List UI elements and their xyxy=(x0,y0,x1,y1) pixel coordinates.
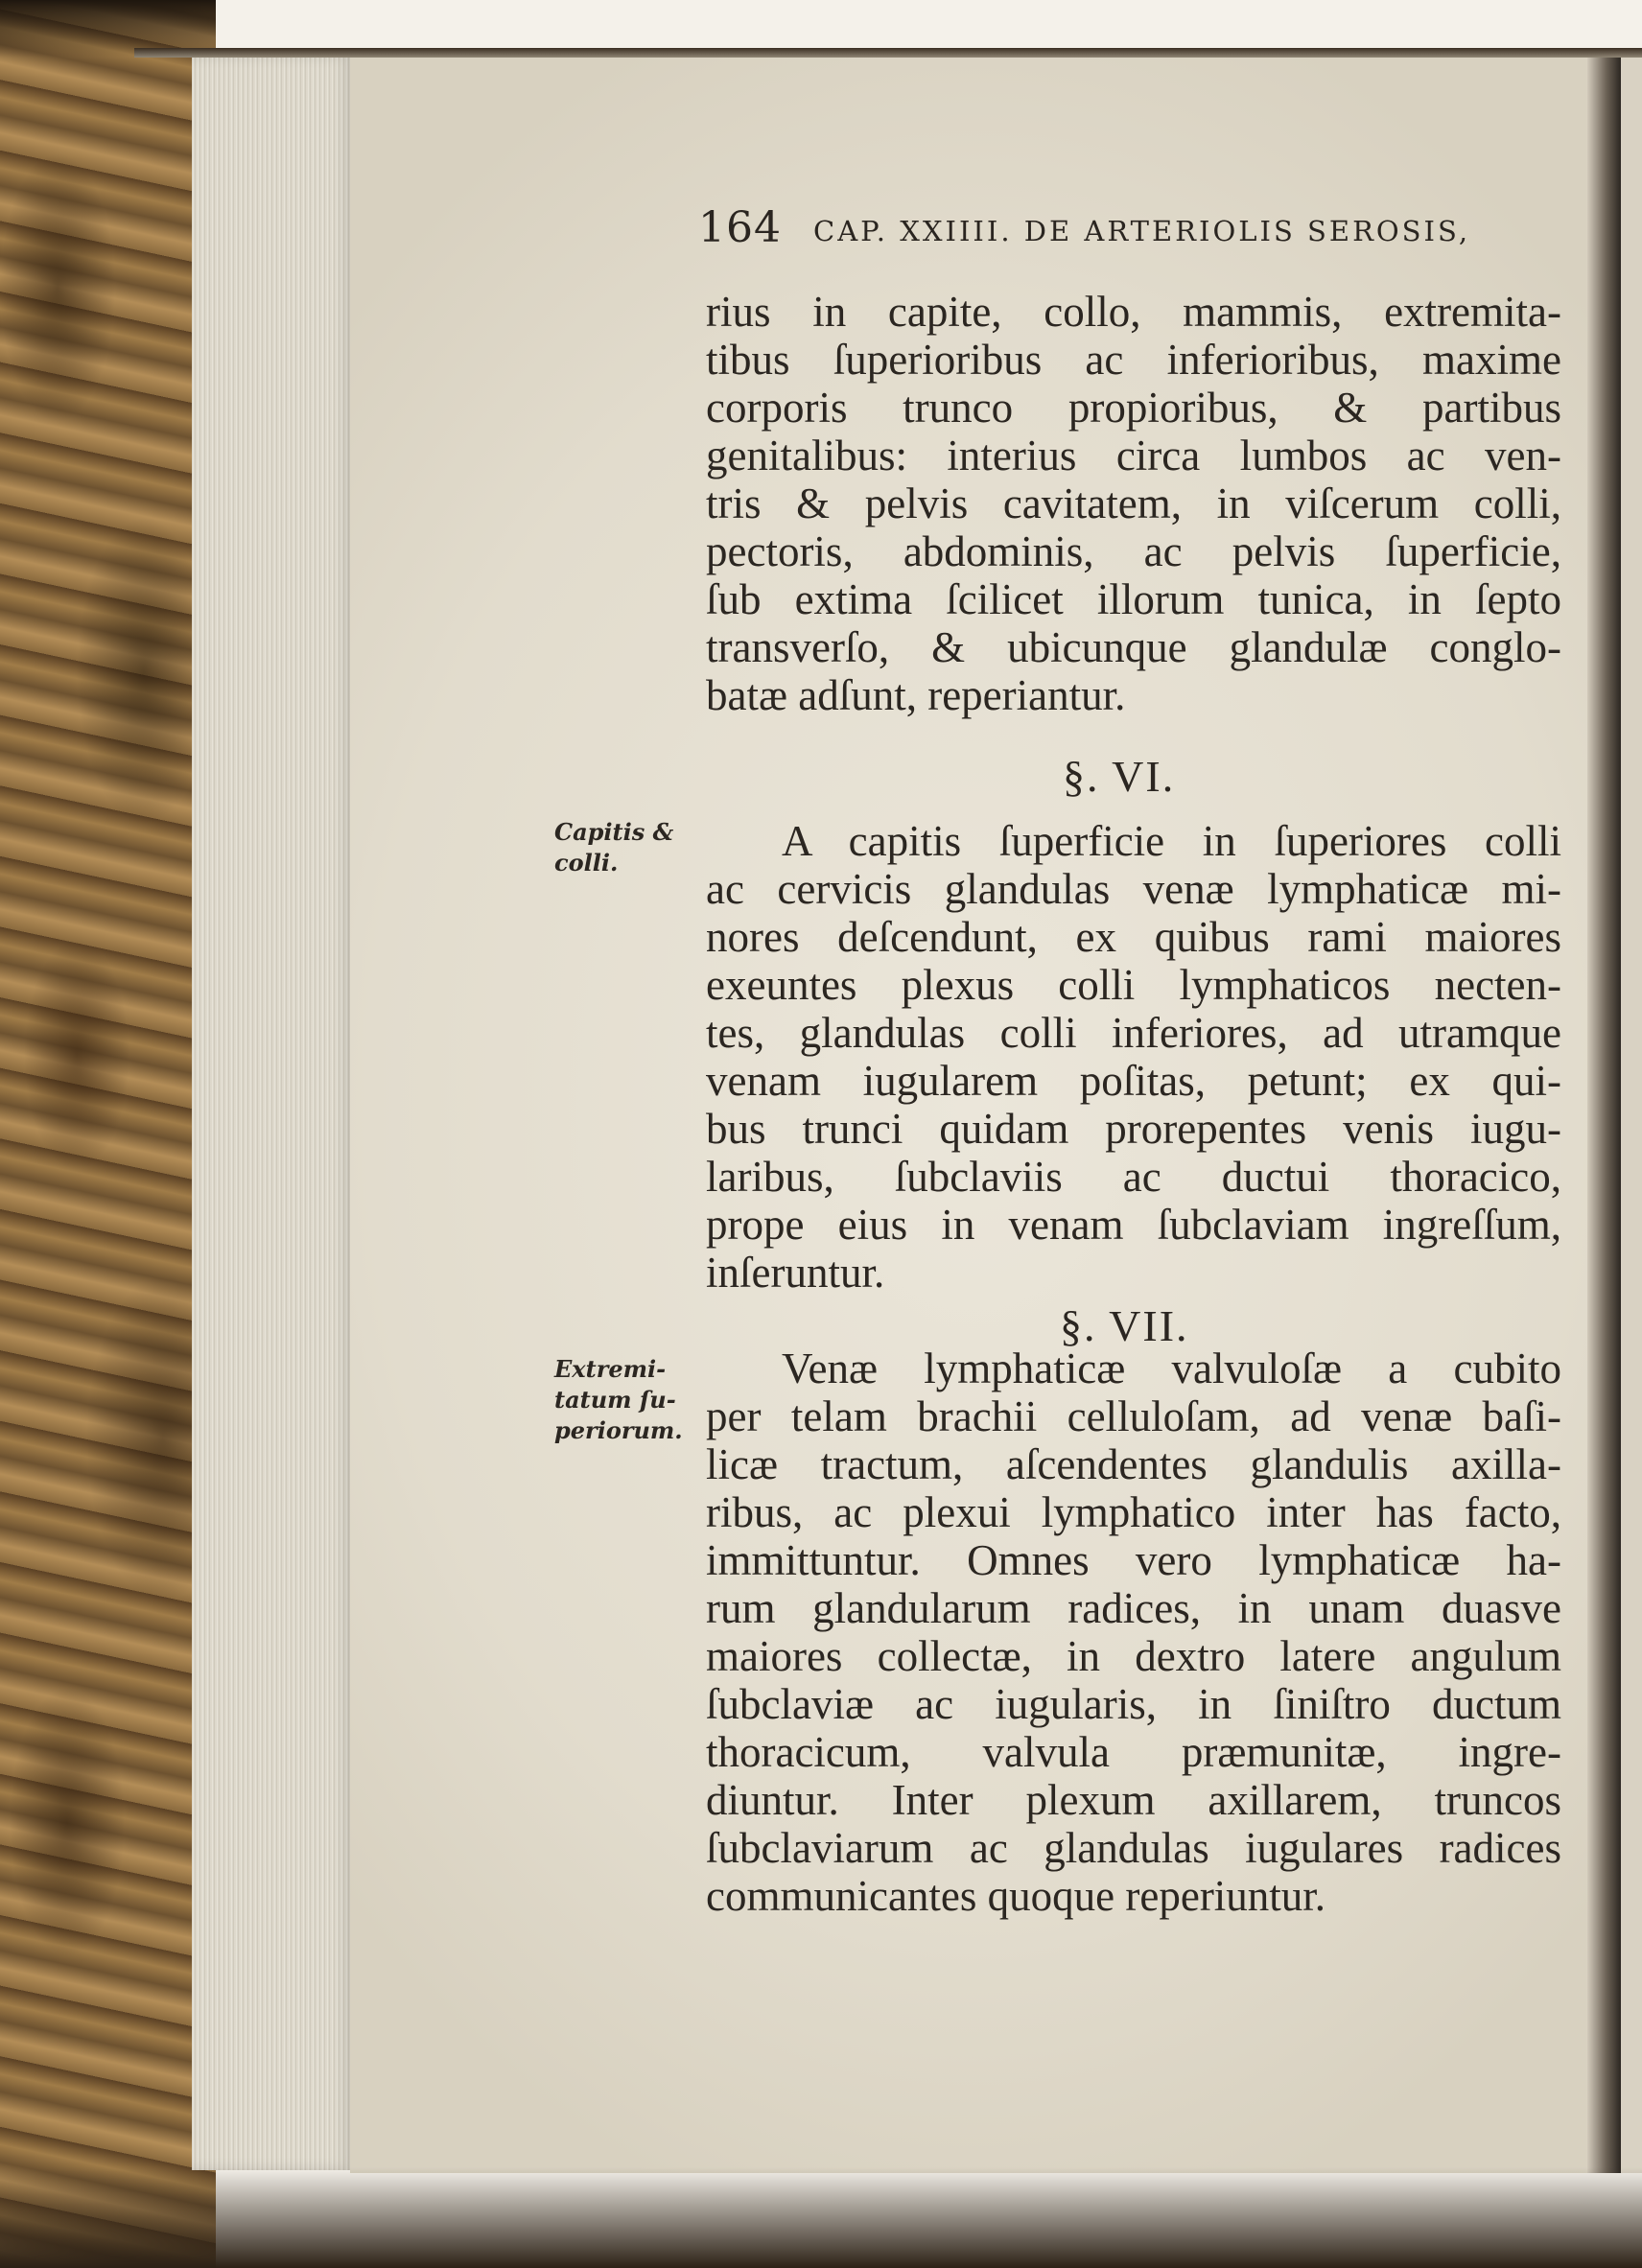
text-line: batæ adſunt, reperiantur. xyxy=(706,671,1126,719)
text-line: thoracicum, valvula præmunitæ, ingre- xyxy=(706,1728,1561,1776)
text-line: bus trunci quidam prorepentes venis iugu- xyxy=(706,1105,1561,1153)
text-line: per telam brachii celluloſam, ad venæ baſi- xyxy=(706,1392,1561,1440)
text-line: pectoris, abdominis, ac pelvis ſuperficie, xyxy=(706,527,1561,575)
text-line: genitalibus: interius circa lumbos ac ven- xyxy=(706,432,1561,479)
text-line: laribus, ſubclaviis ac ductui thoracico, xyxy=(706,1153,1561,1201)
text-line: ſubclaviæ ac iugularis, in ſiniſtro ductum xyxy=(706,1680,1561,1728)
text-line: rum glandularum radices, in unam duasve xyxy=(706,1584,1561,1632)
text-line: prope eius in venam ſubclaviam ingreſſum, xyxy=(706,1201,1561,1249)
text-line: corporis trunco propioribus, & partibus xyxy=(706,384,1561,432)
margin-note-line: colli. xyxy=(554,849,619,877)
page-number: 164 xyxy=(698,203,782,252)
text-line: ſub extima ſcilicet illorum tunica, in ſepto xyxy=(706,575,1561,623)
text-line: transverſo, & ubicunque glandulæ conglo- xyxy=(706,623,1561,671)
margin-note-line: tatum ſu- xyxy=(554,1386,676,1414)
text-line: inſeruntur. xyxy=(706,1249,885,1297)
text-line: exeuntes plexus colli lymphaticos necten- xyxy=(706,961,1561,1009)
running-head: CAP. XXIIII. DE ARTERIOLIS SEROSIS, xyxy=(813,215,1471,247)
text-line: tris & pelvis cavitatem, in viſcerum colli, xyxy=(706,479,1561,527)
text-line: venam iugularem poſitas, petunt; ex qui- xyxy=(706,1057,1561,1105)
text-line: ribus, ac plexui lymphatico inter has facto, xyxy=(706,1488,1561,1536)
section-heading-7: §. VII. xyxy=(1060,1301,1189,1350)
text-line: nores deſcendunt, ex quibus rami maiores xyxy=(706,913,1561,961)
text-line: tes, glandulas colli inferiores, ad utramque xyxy=(706,1009,1561,1057)
margin-note-line: Capitis & xyxy=(554,818,674,846)
page-header xyxy=(698,203,1542,261)
margin-note-capitis xyxy=(554,817,698,878)
text-line: communicantes quoque reperiuntur. xyxy=(706,1872,1326,1920)
text-line: rius in capite, collo, mammis, extremita- xyxy=(706,288,1561,336)
text-line: A capitis ſuperficie in ſuperiores colli xyxy=(782,817,1561,865)
text-line: licæ tractum, aſcendentes glandulis axilla- xyxy=(706,1440,1561,1488)
facing-page-edge xyxy=(1621,54,1642,2173)
margin-note-extremitatum xyxy=(554,1354,698,1446)
text-line: immittuntur. Omnes vero lymphaticæ ha- xyxy=(706,1536,1561,1584)
text-line: ac cervicis glandulas venæ lymphaticæ mi- xyxy=(706,865,1561,913)
text-line: Venæ lymphaticæ valvuloſæ a cubito xyxy=(782,1344,1561,1392)
marbled-cover xyxy=(0,0,216,2268)
margin-note-line: Extremi- xyxy=(554,1355,667,1383)
top-edge xyxy=(134,48,1642,58)
margin-note-line: periorum. xyxy=(554,1416,683,1444)
text-line: diuntur. Inter plexum axillarem, truncos xyxy=(706,1776,1561,1824)
section-heading-6: §. VI. xyxy=(1063,752,1176,801)
page-edges xyxy=(192,56,355,2170)
text-line: ſubclaviarum ac glandulas iugulares radices xyxy=(706,1824,1561,1872)
bottom-shadow xyxy=(0,2167,1642,2268)
text-line: maiores collectæ, in dextro latere angulum xyxy=(706,1632,1561,1680)
text-line: tibus ſuperioribus ac inferioribus, maxime xyxy=(706,336,1561,384)
